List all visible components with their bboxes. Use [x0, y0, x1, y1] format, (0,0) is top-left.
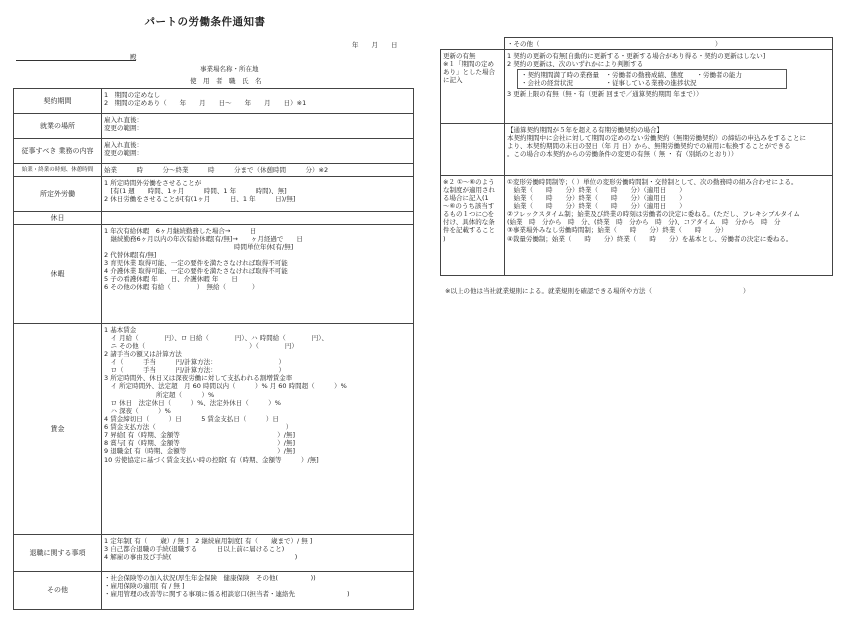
row-hours-system	[441, 176, 833, 276]
row-line: イ 月給（ 円）、ロ 日給（ 円）、ハ 時間給（ 円）、	[104, 333, 328, 342]
doc-title: パートの労働条件通知書	[144, 16, 266, 28]
row-label: 休日	[14, 212, 102, 225]
row-line: 1 年次有給休暇 6ヶ月継続勤務した場合→ 日	[104, 226, 257, 235]
row-label: 所定外労働	[14, 177, 102, 212]
renewal-label-line: ※１「期間の定め	[443, 59, 494, 68]
addressee: 殿	[130, 53, 137, 61]
work-rules-note: ※以上の他は当社就業規則による。就業規則を確認できる場所や方法（ ）	[445, 287, 750, 295]
row-line: 本契約期間中に会社に対して期間の定めのない労働契約（無期労働契約）の締結の申込みをすることに	[507, 133, 806, 142]
row-line: ハ 深夜（ ）%	[104, 406, 171, 415]
row-label: 休暇	[14, 225, 102, 324]
hours-label-line: ～⑥のうち該当す	[443, 202, 495, 210]
hours-label-line: る場合に記入(1	[443, 193, 489, 202]
issue-date: 年 月 日	[352, 41, 398, 49]
row-line: 2 期間の定めあり（ 年 月 日～ 年 月 日）※1	[104, 98, 307, 107]
row-line: ・雇用保険の適用[ 有 / 無 ]	[104, 581, 185, 590]
employer-name-label: 使 用 者 職 氏 名	[190, 77, 262, 85]
row-workplace	[14, 114, 414, 139]
hours-label-line: 付け、具体的な条	[443, 218, 495, 227]
row-line: 始業（ 時 分）終業（ 時 分）（適用日 ）	[507, 202, 686, 210]
row-line: ①変形労働時間制等；（ ）単位の変形労働時間制・交替制として、次の勤務時の組み合わせによる。	[507, 177, 798, 186]
row-line: ニ その他（ ）（ 円）	[104, 341, 298, 350]
row-renewal	[441, 50, 833, 124]
row-line: 1 定年制[ 有（ 歳）/ 無 ] 2 継続雇用制度[ 有（ 歳まで）/ 無 ]	[104, 536, 313, 545]
row-contract-period	[14, 89, 414, 114]
row-label: その他	[14, 572, 102, 610]
renewal-criteria-box	[517, 69, 787, 89]
row-line: ロ（ 手当 円/計算方法： ）	[104, 366, 285, 375]
row-line: 変更の範囲：	[104, 123, 143, 132]
left-conditions-table	[13, 88, 414, 610]
row-line: 10 労使協定に基づく賃金支払い時の控除[ 有（時期、金額等 ）/無]	[104, 455, 319, 464]
row-line: ロ 休日 法定休日（ ）%、法定外休日（ ）%	[104, 398, 281, 407]
row-line: 変更の範囲：	[104, 148, 143, 157]
row-line: 7 昇給[ 有（時期、金額等 ）/無]	[104, 431, 296, 440]
row-line: 2 契約の更新は、次のいずれかにより判断する	[507, 59, 644, 68]
hours-label-line: な制度が適用され	[443, 185, 495, 194]
row-indefinite-conversion	[441, 124, 833, 176]
row-wages	[14, 324, 414, 535]
row-line: 始業（ 時 分）終業（ 時 分）（適用日 ）	[507, 185, 686, 194]
row-line: ③事業場外みなし労働時間制；始業（ 時 分）終業（ 時 分）	[507, 226, 728, 235]
hours-label-line: ※２ ①～⑥のよう	[443, 177, 495, 186]
row-line: イ 所定時間外、法定超 月 60 時間以内（ ）% 月 60 時間超（ ）%	[104, 382, 347, 391]
row-line: 2 諸手当の額又は計算方法	[104, 349, 182, 358]
row-line: 雇入れ直後：	[104, 115, 143, 124]
row-label: 始業・終業の時刻、休憩時間	[14, 164, 102, 177]
row-overtime	[14, 177, 414, 212]
row-line: ・雇用管理の改善等に関する事項に係る相談窓口(担当者・連絡先 )	[104, 589, 350, 598]
row-working-hours	[14, 164, 414, 177]
hours-label-line: )	[443, 234, 446, 243]
row-line: ②フレックスタイム制；始業及び終業の時刻は労働者の決定に委ねる。(ただし、フレキシブルタイム	[507, 210, 800, 219]
row-line: 4 賃金締切日（ ）日 5 賃金支払日（ ）日	[104, 414, 279, 423]
row-label: 退職に関する事項	[14, 535, 102, 572]
row-holidays	[14, 212, 414, 225]
row-line: イ（ 手当 円/計算方法： ）	[104, 358, 285, 366]
row-retirement	[14, 535, 414, 572]
criteria-line: ・契約期間満了時の業務量 ・労働者の勤務成績、態度 ・労働者の能力	[521, 70, 742, 79]
row-line: 3 育児休業 取得可能、一定の要件を満たさなければ取得不可能	[104, 259, 288, 267]
row-line: 4 解雇の事由及び手続( )	[104, 552, 298, 561]
row-line: (始業 時 分から 時 分、(終業 時 分から 時 分)、コアタイム 時 分から 時 分	[507, 218, 781, 227]
row-line: 9 退職金[ 有（時期、金額等 ）/無]	[104, 447, 296, 456]
row-line: 時間単位年休[有/無]	[104, 242, 294, 251]
row-line: 4 介護休業 取得可能、一定の要件を満たさなければ取得不可能	[104, 267, 288, 276]
row-line: 1 契約の更新の有無[自動的に更新する・更新する場合があり得る・契約の更新はしない]	[507, 51, 766, 60]
renewal-label-line: あり」とした場合	[443, 67, 495, 76]
hours-label-line: 件を記載すること	[443, 226, 495, 235]
row-line: 始業（ 時 分）終業（ 時 分）（適用日 ）	[507, 193, 686, 202]
row-label: 契約期間	[14, 89, 102, 114]
row-line: 3 更新上限の有無（無・有（更新 回まで／通算契約期間 年まで））	[507, 90, 703, 99]
criteria-line: ・会社の経営状況 ・従事している業務の進捗状況	[521, 79, 697, 87]
row-others	[14, 572, 414, 610]
row-line: ④裁量労働制；始業（ 時 分）終業（ 時 分）を基本とし、労働者の決定に委ねる。	[507, 234, 793, 243]
right-conditions-table	[440, 37, 833, 276]
row-line: 。この場合の本契約からの労働条件の変更の有無（ 無 ・ 有（別紙のとおり））	[507, 150, 738, 158]
row-line: より、本契約期間の末日の翌日（年 月 日）から、無期労働契約での雇用に転換することができる	[507, 141, 791, 150]
row-line: 3 所定時間外、休日又は深夜労働に対して支払われる割増賃金率	[104, 374, 293, 383]
row-line: 6 賃金支払方法（ ）	[104, 423, 293, 431]
row-line: ・その他（ ）	[507, 39, 722, 48]
row-line: 雇入れ直後：	[104, 140, 143, 149]
row-line: 1 所定時間外労働をさせることが	[104, 178, 202, 187]
row-line: 8 賞与[ 有（時期、金額等 ）/無]	[104, 439, 296, 448]
row-line: 始業 時 分～終業 時 分まで（休憩時間 分）※2	[104, 165, 329, 174]
row-line: 1 期間の定めなし	[104, 90, 161, 99]
row-line: 2 代替休暇[有/無]	[104, 250, 157, 259]
row-job-content	[14, 139, 414, 164]
renewal-label-line: に記入	[443, 76, 463, 84]
row-label: 賃金	[14, 324, 102, 535]
row-line: 3 自己都合退職の手続(退職する 日以上前に届けること)	[104, 544, 285, 553]
row-line: 1 基本賃金	[104, 325, 137, 334]
row-line: 2 休日労働をさせることが[有(1ヶ月 日、1 年 日)/無]	[104, 194, 296, 203]
row-line: 【通算契約期間が５年を超える有期労働契約の場合】	[507, 125, 663, 134]
renewal-label-line: 更新の有無	[443, 51, 476, 60]
row-line: 6 その他の休暇 有給（ ） 無給（ ）	[104, 283, 259, 292]
employer-address-label: 事業場名称・所在地	[200, 65, 259, 73]
row-leave	[14, 225, 414, 324]
row-line: 所定超（ ）%	[104, 390, 215, 399]
row-line: 5 子の看護休暇 年 日、介護休暇 年 日	[104, 275, 238, 284]
hours-label-line: るもの１つに○を	[443, 210, 495, 219]
row-line: ・社会保険等の加入状況(厚生年金保険 健康保険 その他( ))	[104, 573, 316, 582]
row-other-leave	[441, 38, 833, 50]
row-line: 継続勤務6ヶ月以内の年次有給休暇[有/無]→ ヶ月経過で 日	[104, 234, 303, 243]
row-label: 従事すべき 業務の内容	[14, 139, 102, 164]
row-label: 就業の場所	[14, 114, 102, 139]
row-line: [有(1 週 時間、1ヶ月 時間、1 年 時間)、無]	[104, 186, 287, 195]
